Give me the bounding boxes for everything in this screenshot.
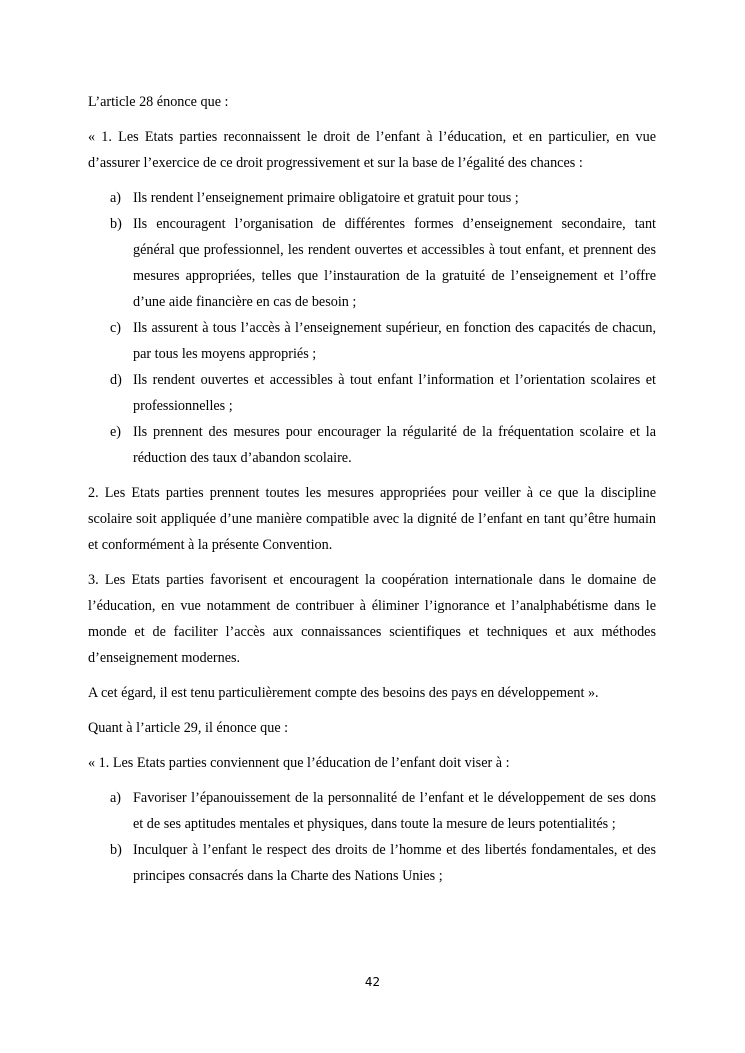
list-marker: b) bbox=[110, 216, 122, 232]
list-item-text: Ils encouragent l’organisation de différentes formes d’enseignement secondaire, tant général que professionnel, les rendent ouvertes et accessibles à tout enfant, et prennent des mesures appropriées, telles que l’instauration de la gratuité de l’enseignement et l’offre d’une aide financière en cas de besoin ; bbox=[133, 216, 656, 310]
list-item bbox=[110, 367, 656, 419]
article-28-intro: L’article 28 énonce que : bbox=[88, 94, 229, 110]
list-marker: a) bbox=[110, 790, 122, 806]
list-marker: b) bbox=[110, 842, 122, 858]
list-item-text: Ils rendent ouvertes et accessibles à tout enfant l’information et l’orientation scolaires et professionnelles ; bbox=[133, 372, 656, 414]
list-item-text: Ils assurent à tous l’accès à l’enseignement supérieur, en fonction des capacités de chacun, par tous les moyens appropriés ; bbox=[133, 320, 656, 362]
list-item-text: Favoriser l’épanouissement de la personnalité de l’enfant et le développement de ses dons et de ses aptitudes mentales et physiques, dans toute la mesure de leurs potentialités ; bbox=[133, 790, 656, 832]
list-item bbox=[110, 785, 656, 837]
article-29-intro: Quant à l’article 29, il énonce que : bbox=[88, 720, 289, 736]
article-28-list bbox=[88, 185, 656, 471]
list-marker: d) bbox=[110, 372, 122, 388]
article-28-paragraph-1: « 1. Les Etats parties reconnaissent le droit de l’enfant à l’éducation, et en particulier, en vue d’assurer l’exercice de ce droit progressivement et sur la base de l’égalité des chances : bbox=[88, 129, 656, 171]
article-29-list bbox=[88, 785, 656, 889]
list-item bbox=[110, 185, 656, 211]
list-marker: c) bbox=[110, 320, 122, 336]
list-item bbox=[110, 211, 656, 315]
list-item bbox=[110, 419, 656, 471]
list-marker: a) bbox=[110, 190, 122, 206]
list-item-text: Ils prennent des mesures pour encourager la régularité de la fréquentation scolaire et la réduction des taux d’abandon scolaire. bbox=[133, 424, 656, 466]
page-number: 42 bbox=[364, 975, 381, 989]
list-item-text: Inculquer à l’enfant le respect des droits de l’homme et des libertés fondamentales, et des principes consacrés dans la Charte des Nations Unies ; bbox=[133, 842, 656, 884]
article-28-paragraph-3: 3. Les Etats parties favorisent et encouragent la coopération internationale dans le domaine de l’éducation, en vue notamment de contribuer à éliminer l’ignorance et l’analphabétisme dans le monde et de faciliter l’accès aux connaissances scientifiques et techniques et aux méthodes d’enseignement modernes. bbox=[88, 572, 656, 666]
article-28-paragraph-2: 2. Les Etats parties prennent toutes les mesures appropriées pour veiller à ce que la discipline scolaire soit appliquée d’une manière compatible avec la dignité de l’enfant en tant qu’être humain et conformément à la présente Convention. bbox=[88, 485, 656, 553]
article-28-closing: A cet égard, il est tenu particulièrement compte des besoins des pays en développement ». bbox=[88, 685, 599, 701]
list-item bbox=[110, 837, 656, 889]
page-body bbox=[88, 89, 656, 898]
article-29-paragraph-1: « 1. Les Etats parties conviennent que l’éducation de l’enfant doit viser à : bbox=[88, 755, 510, 771]
list-marker: e) bbox=[110, 424, 122, 440]
list-item-text: Ils rendent l’enseignement primaire obligatoire et gratuit pour tous ; bbox=[133, 190, 519, 206]
list-item bbox=[110, 315, 656, 367]
